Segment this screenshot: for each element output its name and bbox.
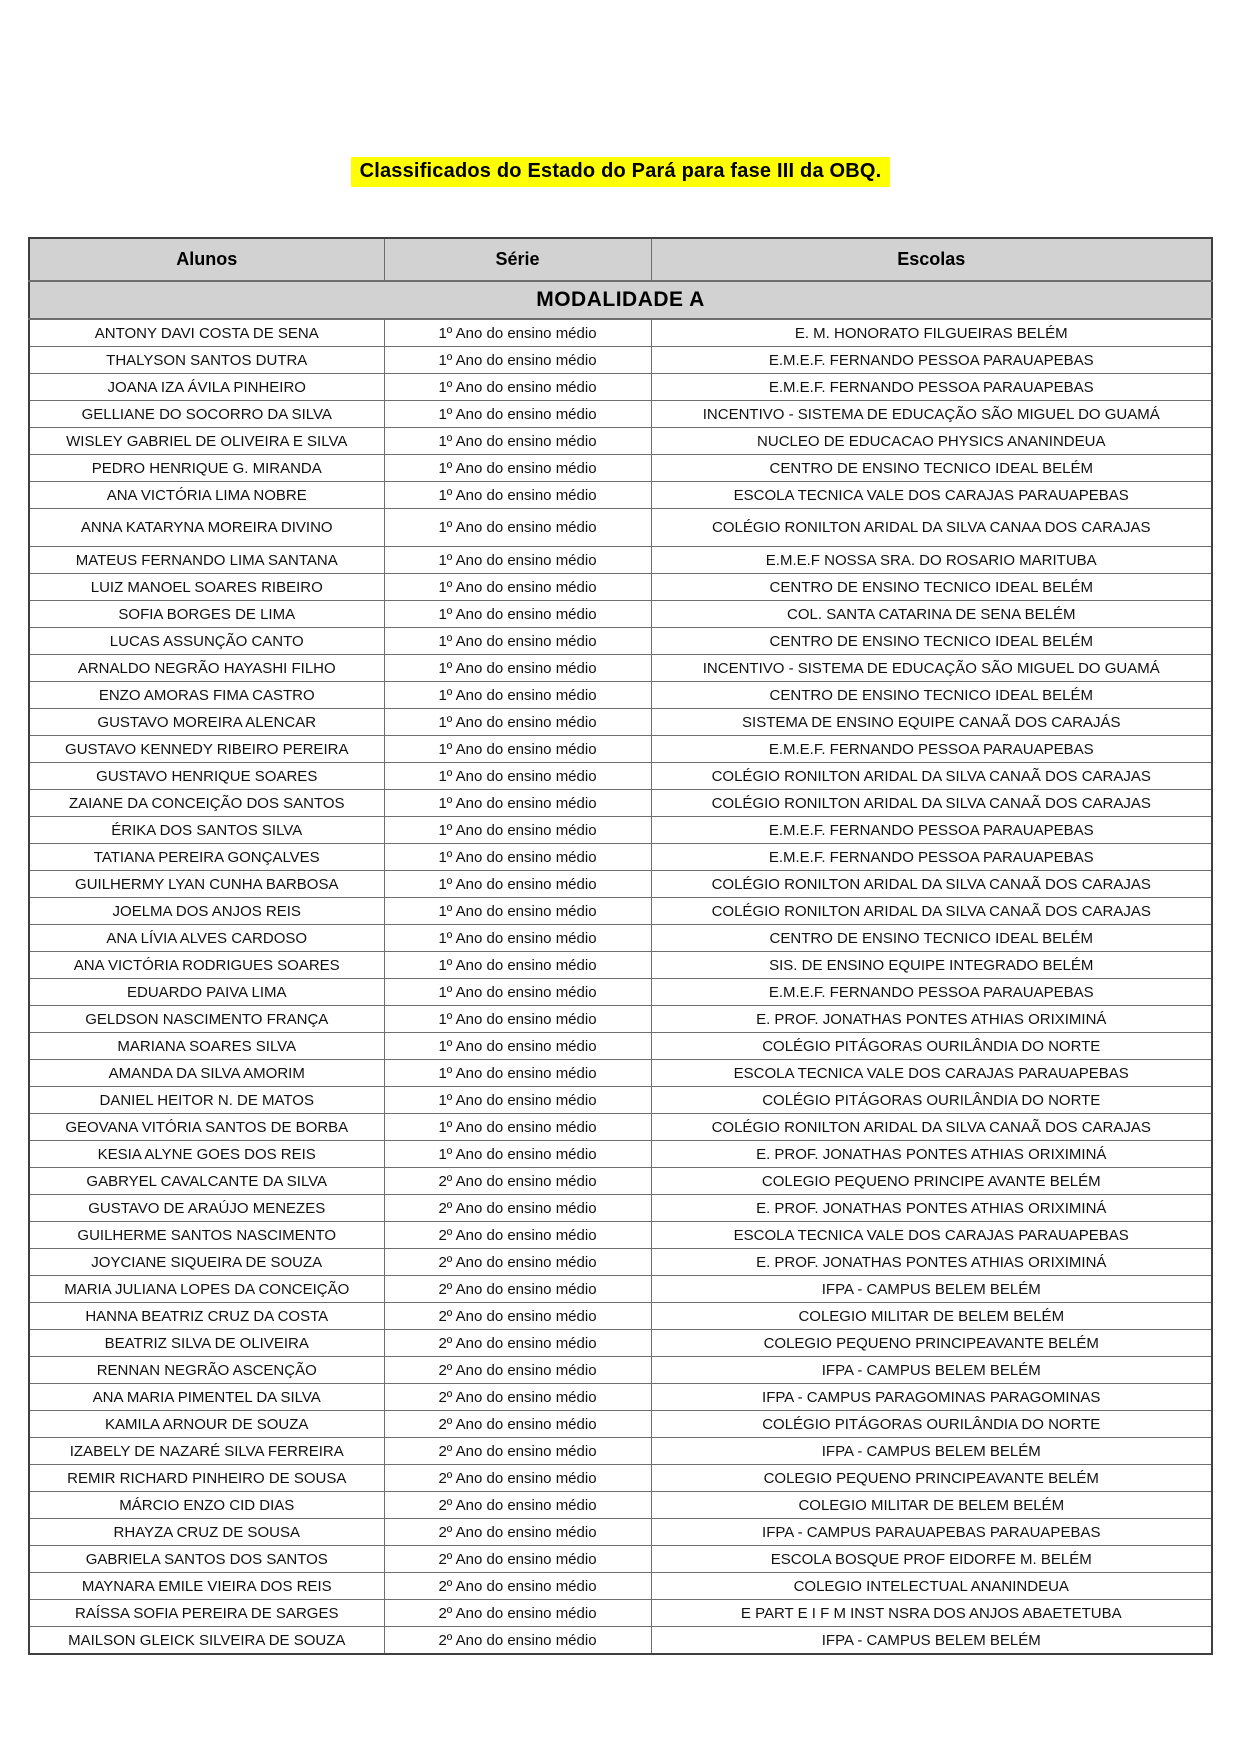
serie-cell: 1º Ano do ensino médio: [384, 574, 651, 601]
table-row: [29, 1195, 1212, 1222]
serie-cell: 1º Ano do ensino médio: [384, 979, 651, 1006]
table-row: [29, 898, 1212, 925]
escola-cell: CENTRO DE ENSINO TECNICO IDEAL BELÉM: [651, 574, 1212, 601]
aluno-cell: THALYSON SANTOS DUTRA: [29, 347, 384, 374]
table-row: [29, 1276, 1212, 1303]
table-row: [29, 574, 1212, 601]
escola-cell: COLÉGIO RONILTON ARIDAL DA SILVA CANAA DOS CARAJAS: [651, 509, 1212, 547]
table-row: [29, 952, 1212, 979]
table-row: [29, 1249, 1212, 1276]
serie-cell: 2º Ano do ensino médio: [384, 1600, 651, 1627]
serie-cell: 1º Ano do ensino médio: [384, 925, 651, 952]
aluno-cell: GUILHERME SANTOS NASCIMENTO: [29, 1222, 384, 1249]
serie-cell: 1º Ano do ensino médio: [384, 374, 651, 401]
aluno-cell: WISLEY GABRIEL DE OLIVEIRA E SILVA: [29, 428, 384, 455]
aluno-cell: RENNAN NEGRÃO ASCENÇÃO: [29, 1357, 384, 1384]
escola-cell: NUCLEO DE EDUCACAO PHYSICS ANANINDEUA: [651, 428, 1212, 455]
aluno-cell: ANNA KATARYNA MOREIRA DIVINO: [29, 509, 384, 547]
table-row: [29, 763, 1212, 790]
escola-cell: COLÉGIO RONILTON ARIDAL DA SILVA CANAÃ DOS CARAJAS: [651, 898, 1212, 925]
serie-cell: 2º Ano do ensino médio: [384, 1357, 651, 1384]
aluno-cell: AMANDA DA SILVA AMORIM: [29, 1060, 384, 1087]
aluno-cell: GUSTAVO HENRIQUE SOARES: [29, 763, 384, 790]
aluno-cell: BEATRIZ SILVA DE OLIVEIRA: [29, 1330, 384, 1357]
aluno-cell: MAILSON GLEICK SILVEIRA DE SOUZA: [29, 1627, 384, 1655]
escola-cell: CENTRO DE ENSINO TECNICO IDEAL BELÉM: [651, 455, 1212, 482]
aluno-cell: LUIZ MANOEL SOARES RIBEIRO: [29, 574, 384, 601]
serie-cell: 2º Ano do ensino médio: [384, 1222, 651, 1249]
serie-cell: 1º Ano do ensino médio: [384, 790, 651, 817]
table-row: [29, 790, 1212, 817]
aluno-cell: MARIANA SOARES SILVA: [29, 1033, 384, 1060]
table-row: [29, 655, 1212, 682]
escola-cell: ESCOLA TECNICA VALE DOS CARAJAS PARAUAPEBAS: [651, 1060, 1212, 1087]
serie-cell: 1º Ano do ensino médio: [384, 547, 651, 574]
serie-cell: 1º Ano do ensino médio: [384, 1114, 651, 1141]
col-header-alunos: Alunos: [29, 238, 384, 281]
table-row: [29, 1357, 1212, 1384]
table-row: [29, 1600, 1212, 1627]
table-row: [29, 925, 1212, 952]
serie-cell: 1º Ano do ensino médio: [384, 628, 651, 655]
aluno-cell: TATIANA PEREIRA GONÇALVES: [29, 844, 384, 871]
table-row: [29, 1546, 1212, 1573]
table-row: [29, 1222, 1212, 1249]
aluno-cell: GABRIELA SANTOS DOS SANTOS: [29, 1546, 384, 1573]
serie-cell: 2º Ano do ensino médio: [384, 1546, 651, 1573]
table-row: [29, 817, 1212, 844]
section-header-modalidade-a: MODALIDADE A: [29, 281, 1212, 319]
serie-cell: 2º Ano do ensino médio: [384, 1627, 651, 1655]
escola-cell: SIS. DE ENSINO EQUIPE INTEGRADO BELÉM: [651, 952, 1212, 979]
serie-cell: 1º Ano do ensino médio: [384, 844, 651, 871]
escola-cell: INCENTIVO - SISTEMA DE EDUCAÇÃO SÃO MIGUEL DO GUAMÁ: [651, 401, 1212, 428]
serie-cell: 2º Ano do ensino médio: [384, 1519, 651, 1546]
escola-cell: COLÉGIO PITÁGORAS OURILÂNDIA DO NORTE: [651, 1033, 1212, 1060]
aluno-cell: DANIEL HEITOR N. DE MATOS: [29, 1087, 384, 1114]
aluno-cell: EDUARDO PAIVA LIMA: [29, 979, 384, 1006]
escola-cell: COLEGIO INTELECTUAL ANANINDEUA: [651, 1573, 1212, 1600]
escola-cell: IFPA - CAMPUS BELEM BELÉM: [651, 1357, 1212, 1384]
escola-cell: COL. SANTA CATARINA DE SENA BELÉM: [651, 601, 1212, 628]
aluno-cell: ANA VICTÓRIA RODRIGUES SOARES: [29, 952, 384, 979]
aluno-cell: KAMILA ARNOUR DE SOUZA: [29, 1411, 384, 1438]
table-row: [29, 1330, 1212, 1357]
serie-cell: 2º Ano do ensino médio: [384, 1330, 651, 1357]
aluno-cell: REMIR RICHARD PINHEIRO DE SOUSA: [29, 1465, 384, 1492]
aluno-cell: JOELMA DOS ANJOS REIS: [29, 898, 384, 925]
table-row: [29, 455, 1212, 482]
aluno-cell: ANA LÍVIA ALVES CARDOSO: [29, 925, 384, 952]
serie-cell: 1º Ano do ensino médio: [384, 319, 651, 347]
escola-cell: COLÉGIO RONILTON ARIDAL DA SILVA CANAÃ DOS CARAJAS: [651, 1114, 1212, 1141]
aluno-cell: JOANA IZA ÁVILA PINHEIRO: [29, 374, 384, 401]
aluno-cell: ANA MARIA PIMENTEL DA SILVA: [29, 1384, 384, 1411]
col-header-escolas: Escolas: [651, 238, 1212, 281]
aluno-cell: MÁRCIO ENZO CID DIAS: [29, 1492, 384, 1519]
escola-cell: ESCOLA TECNICA VALE DOS CARAJAS PARAUAPEBAS: [651, 482, 1212, 509]
table-row: [29, 871, 1212, 898]
aluno-cell: LUCAS ASSUNÇÃO CANTO: [29, 628, 384, 655]
section-header-row: [29, 281, 1212, 319]
table-row: [29, 1033, 1212, 1060]
aluno-cell: ARNALDO NEGRÃO HAYASHI FILHO: [29, 655, 384, 682]
escola-cell: COLÉGIO RONILTON ARIDAL DA SILVA CANAÃ DOS CARAJAS: [651, 871, 1212, 898]
aluno-cell: GUSTAVO DE ARAÚJO MENEZES: [29, 1195, 384, 1222]
escola-cell: INCENTIVO - SISTEMA DE EDUCAÇÃO SÃO MIGUEL DO GUAMÁ: [651, 655, 1212, 682]
table-row: [29, 979, 1212, 1006]
escola-cell: E.M.E.F. FERNANDO PESSOA PARAUAPEBAS: [651, 979, 1212, 1006]
escola-cell: IFPA - CAMPUS PARAUAPEBAS PARAUAPEBAS: [651, 1519, 1212, 1546]
aluno-cell: GEOVANA VITÓRIA SANTOS DE BORBA: [29, 1114, 384, 1141]
aluno-cell: RAÍSSA SOFIA PEREIRA DE SARGES: [29, 1600, 384, 1627]
table-row: [29, 1114, 1212, 1141]
escola-cell: SISTEMA DE ENSINO EQUIPE CANAÃ DOS CARAJÁS: [651, 709, 1212, 736]
escola-cell: COLEGIO PEQUENO PRINCIPEAVANTE BELÉM: [651, 1465, 1212, 1492]
col-header-serie: Série: [384, 238, 651, 281]
escola-cell: CENTRO DE ENSINO TECNICO IDEAL BELÉM: [651, 628, 1212, 655]
table-row: [29, 1060, 1212, 1087]
aluno-cell: MARIA JULIANA LOPES DA CONCEIÇÃO: [29, 1276, 384, 1303]
table-row: [29, 1627, 1212, 1655]
escola-cell: COLEGIO PEQUENO PRINCIPEAVANTE BELÉM: [651, 1330, 1212, 1357]
table-row: [29, 1168, 1212, 1195]
serie-cell: 2º Ano do ensino médio: [384, 1411, 651, 1438]
serie-cell: 2º Ano do ensino médio: [384, 1303, 651, 1330]
escola-cell: COLEGIO MILITAR DE BELEM BELÉM: [651, 1303, 1212, 1330]
title-area: [0, 0, 1241, 187]
aluno-cell: ZAIANE DA CONCEIÇÃO DOS SANTOS: [29, 790, 384, 817]
serie-cell: 1º Ano do ensino médio: [384, 428, 651, 455]
serie-cell: 1º Ano do ensino médio: [384, 455, 651, 482]
serie-cell: 1º Ano do ensino médio: [384, 482, 651, 509]
table-row: [29, 401, 1212, 428]
serie-cell: 1º Ano do ensino médio: [384, 1006, 651, 1033]
escola-cell: COLÉGIO RONILTON ARIDAL DA SILVA CANAÃ DOS CARAJAS: [651, 763, 1212, 790]
aluno-cell: HANNA BEATRIZ CRUZ DA COSTA: [29, 1303, 384, 1330]
serie-cell: 2º Ano do ensino médio: [384, 1465, 651, 1492]
escola-cell: ESCOLA TECNICA VALE DOS CARAJAS PARAUAPEBAS: [651, 1222, 1212, 1249]
table-row: [29, 1411, 1212, 1438]
serie-cell: 2º Ano do ensino médio: [384, 1249, 651, 1276]
table-row: [29, 1492, 1212, 1519]
table-row: [29, 736, 1212, 763]
aluno-cell: IZABELY DE NAZARÉ SILVA FERREIRA: [29, 1438, 384, 1465]
table-row: [29, 709, 1212, 736]
table-row: [29, 319, 1212, 347]
serie-cell: 2º Ano do ensino médio: [384, 1195, 651, 1222]
aluno-cell: ENZO AMORAS FIMA CASTRO: [29, 682, 384, 709]
table-row: [29, 682, 1212, 709]
table-row: [29, 1519, 1212, 1546]
aluno-cell: GUSTAVO MOREIRA ALENCAR: [29, 709, 384, 736]
aluno-cell: GABRYEL CAVALCANTE DA SILVA: [29, 1168, 384, 1195]
escola-cell: IFPA - CAMPUS BELEM BELÉM: [651, 1438, 1212, 1465]
serie-cell: 1º Ano do ensino médio: [384, 1033, 651, 1060]
table-row: [29, 1303, 1212, 1330]
table-row: [29, 1573, 1212, 1600]
table-row: [29, 1384, 1212, 1411]
aluno-cell: JOYCIANE SIQUEIRA DE SOUZA: [29, 1249, 384, 1276]
table-row: [29, 374, 1212, 401]
table-body: [29, 319, 1212, 1654]
escola-cell: E.M.E.F. FERNANDO PESSOA PARAUAPEBAS: [651, 347, 1212, 374]
aluno-cell: MATEUS FERNANDO LIMA SANTANA: [29, 547, 384, 574]
serie-cell: 1º Ano do ensino médio: [384, 871, 651, 898]
escola-cell: E.M.E.F NOSSA SRA. DO ROSARIO MARITUBA: [651, 547, 1212, 574]
table-row: [29, 1006, 1212, 1033]
serie-cell: 1º Ano do ensino médio: [384, 1087, 651, 1114]
escola-cell: IFPA - CAMPUS BELEM BELÉM: [651, 1627, 1212, 1655]
serie-cell: 2º Ano do ensino médio: [384, 1438, 651, 1465]
table-row: [29, 628, 1212, 655]
aluno-cell: GELLIANE DO SOCORRO DA SILVA: [29, 401, 384, 428]
escola-cell: IFPA - CAMPUS PARAGOMINAS PARAGOMINAS: [651, 1384, 1212, 1411]
serie-cell: 1º Ano do ensino médio: [384, 601, 651, 628]
table-row: [29, 1141, 1212, 1168]
serie-cell: 2º Ano do ensino médio: [384, 1492, 651, 1519]
table-row: [29, 1087, 1212, 1114]
escola-cell: ESCOLA BOSQUE PROF EIDORFE M. BELÉM: [651, 1546, 1212, 1573]
serie-cell: 1º Ano do ensino médio: [384, 709, 651, 736]
aluno-cell: KESIA ALYNE GOES DOS REIS: [29, 1141, 384, 1168]
aluno-cell: ANA VICTÓRIA LIMA NOBRE: [29, 482, 384, 509]
serie-cell: 1º Ano do ensino médio: [384, 1060, 651, 1087]
aluno-cell: PEDRO HENRIQUE G. MIRANDA: [29, 455, 384, 482]
serie-cell: 1º Ano do ensino médio: [384, 401, 651, 428]
serie-cell: 1º Ano do ensino médio: [384, 682, 651, 709]
escola-cell: COLÉGIO PITÁGORAS OURILÂNDIA DO NORTE: [651, 1411, 1212, 1438]
table-row: [29, 347, 1212, 374]
aluno-cell: MAYNARA EMILE VIEIRA DOS REIS: [29, 1573, 384, 1600]
escola-cell: CENTRO DE ENSINO TECNICO IDEAL BELÉM: [651, 925, 1212, 952]
escola-cell: CENTRO DE ENSINO TECNICO IDEAL BELÉM: [651, 682, 1212, 709]
table-row: [29, 482, 1212, 509]
aluno-cell: GUSTAVO KENNEDY RIBEIRO PEREIRA: [29, 736, 384, 763]
serie-cell: 1º Ano do ensino médio: [384, 763, 651, 790]
serie-cell: 1º Ano do ensino médio: [384, 898, 651, 925]
escola-cell: E PART E I F M INST NSRA DOS ANJOS ABAETETUBA: [651, 1600, 1212, 1627]
escola-cell: E. PROF. JONATHAS PONTES ATHIAS ORIXIMINÁ: [651, 1249, 1212, 1276]
serie-cell: 2º Ano do ensino médio: [384, 1168, 651, 1195]
escola-cell: IFPA - CAMPUS BELEM BELÉM: [651, 1276, 1212, 1303]
escola-cell: E. PROF. JONATHAS PONTES ATHIAS ORIXIMINÁ: [651, 1006, 1212, 1033]
aluno-cell: SOFIA BORGES DE LIMA: [29, 601, 384, 628]
escola-cell: E.M.E.F. FERNANDO PESSOA PARAUAPEBAS: [651, 374, 1212, 401]
aluno-cell: GUILHERMY LYAN CUNHA BARBOSA: [29, 871, 384, 898]
escola-cell: COLEGIO MILITAR DE BELEM BELÉM: [651, 1492, 1212, 1519]
table-row: [29, 601, 1212, 628]
aluno-cell: ANTONY DAVI COSTA DE SENA: [29, 319, 384, 347]
escola-cell: E.M.E.F. FERNANDO PESSOA PARAUAPEBAS: [651, 736, 1212, 763]
escola-cell: E. PROF. JONATHAS PONTES ATHIAS ORIXIMINÁ: [651, 1141, 1212, 1168]
serie-cell: 1º Ano do ensino médio: [384, 952, 651, 979]
aluno-cell: ÉRIKA DOS SANTOS SILVA: [29, 817, 384, 844]
table-row: [29, 1465, 1212, 1492]
escola-cell: COLÉGIO RONILTON ARIDAL DA SILVA CANAÃ DOS CARAJAS: [651, 790, 1212, 817]
table-row: [29, 509, 1212, 547]
page-title: Classificados do Estado do Pará para fase III da OBQ.: [351, 157, 891, 187]
serie-cell: 1º Ano do ensino médio: [384, 655, 651, 682]
escola-cell: E.M.E.F. FERNANDO PESSOA PARAUAPEBAS: [651, 844, 1212, 871]
escola-cell: COLEGIO PEQUENO PRINCIPE AVANTE BELÉM: [651, 1168, 1212, 1195]
escola-cell: E.M.E.F. FERNANDO PESSOA PARAUAPEBAS: [651, 817, 1212, 844]
serie-cell: 1º Ano do ensino médio: [384, 509, 651, 547]
serie-cell: 1º Ano do ensino médio: [384, 347, 651, 374]
serie-cell: 1º Ano do ensino médio: [384, 817, 651, 844]
aluno-cell: RHAYZA CRUZ DE SOUSA: [29, 1519, 384, 1546]
table-row: [29, 1438, 1212, 1465]
escola-cell: COLÉGIO PITÁGORAS OURILÂNDIA DO NORTE: [651, 1087, 1212, 1114]
table-row: [29, 844, 1212, 871]
serie-cell: 1º Ano do ensino médio: [384, 736, 651, 763]
escola-cell: E. M. HONORATO FILGUEIRAS BELÉM: [651, 319, 1212, 347]
escola-cell: E. PROF. JONATHAS PONTES ATHIAS ORIXIMINÁ: [651, 1195, 1212, 1222]
table-row: [29, 428, 1212, 455]
classificados-table: [28, 237, 1213, 1655]
serie-cell: 2º Ano do ensino médio: [384, 1276, 651, 1303]
serie-cell: 1º Ano do ensino médio: [384, 1141, 651, 1168]
serie-cell: 2º Ano do ensino médio: [384, 1384, 651, 1411]
serie-cell: 2º Ano do ensino médio: [384, 1573, 651, 1600]
table-row: [29, 547, 1212, 574]
aluno-cell: GELDSON NASCIMENTO FRANÇA: [29, 1006, 384, 1033]
column-header-row: [29, 238, 1212, 281]
